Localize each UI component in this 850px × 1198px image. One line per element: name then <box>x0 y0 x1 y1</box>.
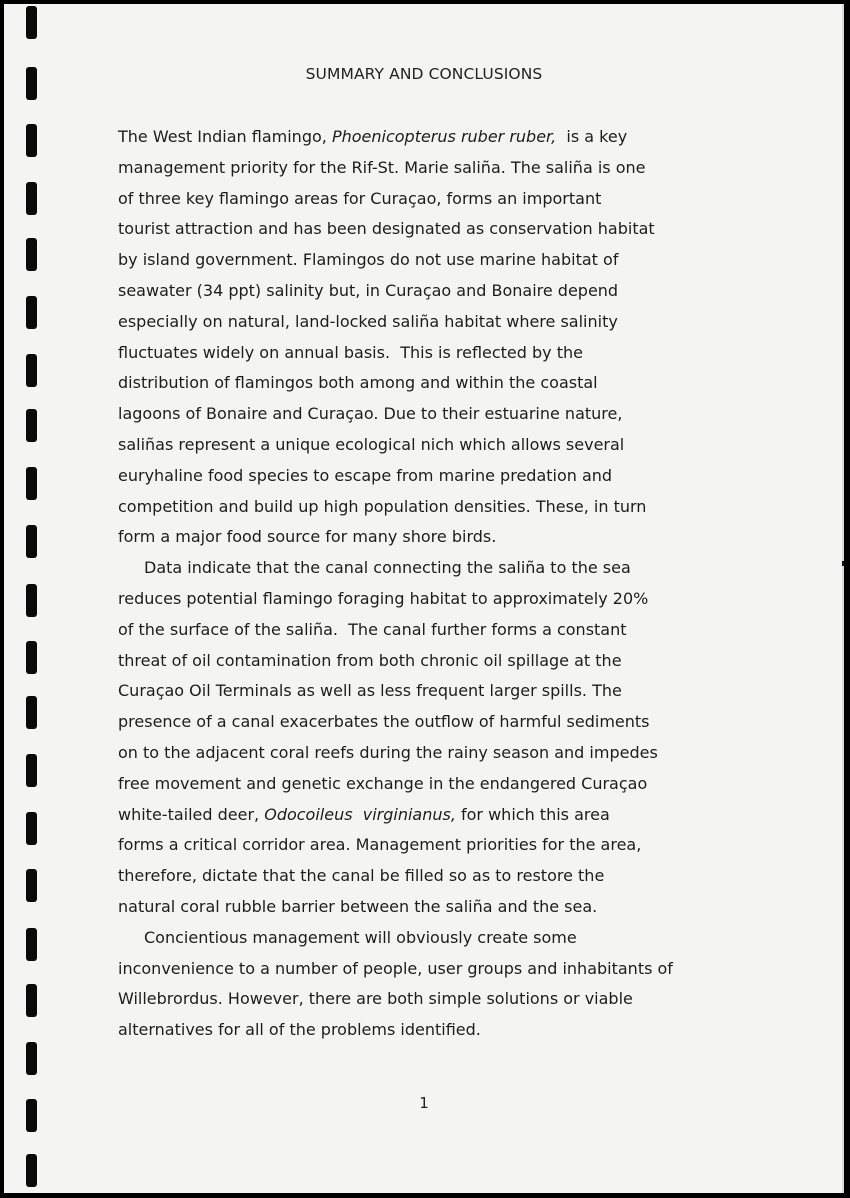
page-edge <box>842 4 844 1193</box>
binding-hole <box>26 812 37 845</box>
text-run: lagoons of Bonaire and Curaçao. Due to their estuarine nature, <box>118 404 623 424</box>
binding-hole <box>26 869 37 902</box>
binding-hole <box>26 124 37 157</box>
text-line <box>118 338 718 369</box>
paragraph <box>118 923 718 1046</box>
paragraph <box>118 553 718 923</box>
text-line <box>118 153 718 184</box>
text-run: fluctuates widely on annual basis. This is reflected by the <box>118 342 583 362</box>
scan-speck <box>842 561 844 566</box>
page-number: 1 <box>419 1094 429 1112</box>
text-run: white-tailed deer, <box>118 804 265 824</box>
text-line <box>118 646 718 677</box>
text-run: of three key flamingo areas for Curaçao, forms an important <box>118 188 602 208</box>
binding-hole <box>26 584 37 617</box>
species-name: Odocoileus virginianus, <box>264 804 456 824</box>
text-line <box>118 399 718 430</box>
text-run: reduces potential flamingo foraging habitat to approximately 20% <box>118 588 649 608</box>
binding-hole <box>26 696 37 729</box>
text-run: on to the adjacent coral reefs during the rainy season and impedes <box>118 742 658 762</box>
document-page <box>4 4 844 1193</box>
binding-hole <box>26 354 37 387</box>
text-run: of the surface of the saliña. The canal further forms a constant <box>118 619 627 639</box>
text-line <box>118 738 718 769</box>
binding-hole <box>26 754 37 787</box>
text-line <box>118 307 718 338</box>
binding-hole <box>26 409 37 442</box>
text-line <box>118 923 718 954</box>
binding-hole <box>26 1042 37 1075</box>
text-line <box>118 584 718 615</box>
text-line <box>118 368 718 399</box>
text-line <box>118 676 718 707</box>
text-run: inconvenience to a number of people, user groups and inhabitants of <box>118 958 673 978</box>
text-line <box>118 954 718 985</box>
text-run: alternatives for all of the problems identified. <box>118 1020 481 1040</box>
text-run: Curaçao Oil Terminals as well as less frequent larger spills. The <box>118 681 622 701</box>
binding-hole <box>26 984 37 1017</box>
text-run: competition and build up high population densities. These, in turn <box>118 496 647 516</box>
binding-hole <box>26 467 37 500</box>
text-run: threat of oil contamination from both chronic oil spillage at the <box>118 650 622 670</box>
binding-hole <box>26 182 37 215</box>
text-line <box>118 615 718 646</box>
text-line <box>118 861 718 892</box>
text-run: seawater (34 ppt) salinity but, in Curaçao and Bonaire depend <box>118 280 619 300</box>
text-line <box>118 122 718 153</box>
text-line <box>118 1015 718 1046</box>
text-run: saliñas represent a unique ecological nich which allows several <box>118 434 625 454</box>
text-line <box>118 245 718 276</box>
text-line <box>118 800 718 831</box>
text-run: distribution of flamingos both among and within the coastal <box>118 373 598 393</box>
text-line <box>118 769 718 800</box>
text-run: natural coral rubble barrier between the saliña and the sea. <box>118 896 598 916</box>
binding-hole <box>26 525 37 558</box>
binding-hole <box>26 296 37 329</box>
text-run: forms a critical corridor area. Management priorities for the area, <box>118 835 642 855</box>
text-run: form a major food source for many shore birds. <box>118 527 497 547</box>
page-title: SUMMARY AND CONCLUSIONS <box>305 65 543 83</box>
text-line <box>118 892 718 923</box>
text-run: for which this area <box>455 804 610 824</box>
text-run: tourist attraction and has been designated as conservation habitat <box>118 219 655 239</box>
text-run: The West Indian flamingo, <box>118 127 332 146</box>
text-line <box>118 707 718 738</box>
text-run: euryhaline food species to escape from marine predation and <box>118 465 613 485</box>
text-run: especially on natural, land-locked saliña habitat where salinity <box>118 311 618 331</box>
binding-hole <box>26 238 37 271</box>
text-run: by island government. Flamingos do not use marine habitat of <box>118 250 619 270</box>
binding-hole <box>26 641 37 674</box>
binding-hole <box>26 928 37 961</box>
text-line <box>118 522 718 553</box>
text-line <box>118 553 718 584</box>
binding-holes <box>26 4 46 1193</box>
text-run: Willebrordus. However, there are both simple solutions or viable <box>118 989 633 1009</box>
document-body <box>118 122 718 1046</box>
text-run: is a key <box>556 127 628 146</box>
text-line <box>118 461 718 492</box>
text-line <box>118 184 718 215</box>
text-line <box>118 492 718 523</box>
text-line <box>118 984 718 1015</box>
text-line <box>118 214 718 245</box>
paragraph <box>118 122 718 553</box>
binding-hole <box>26 1154 37 1187</box>
text-run: free movement and genetic exchange in the endangered Curaçao <box>118 773 648 793</box>
text-run: presence of a canal exacerbates the outflow of harmful sediments <box>118 712 650 732</box>
text-run: therefore, dictate that the canal be filled so as to restore the <box>118 866 605 886</box>
text-line <box>118 430 718 461</box>
text-run: Data indicate that the canal connecting the saliña to the sea <box>144 558 631 578</box>
text-run: management priority for the Rif-St. Marie saliña. The saliña is one <box>118 157 646 177</box>
species-name: Phoenicopterus ruber ruber, <box>331 127 557 146</box>
binding-hole <box>26 6 37 39</box>
text-line <box>118 276 718 307</box>
text-line <box>118 830 718 861</box>
text-run: Concientious management will obviously create some <box>144 927 577 947</box>
